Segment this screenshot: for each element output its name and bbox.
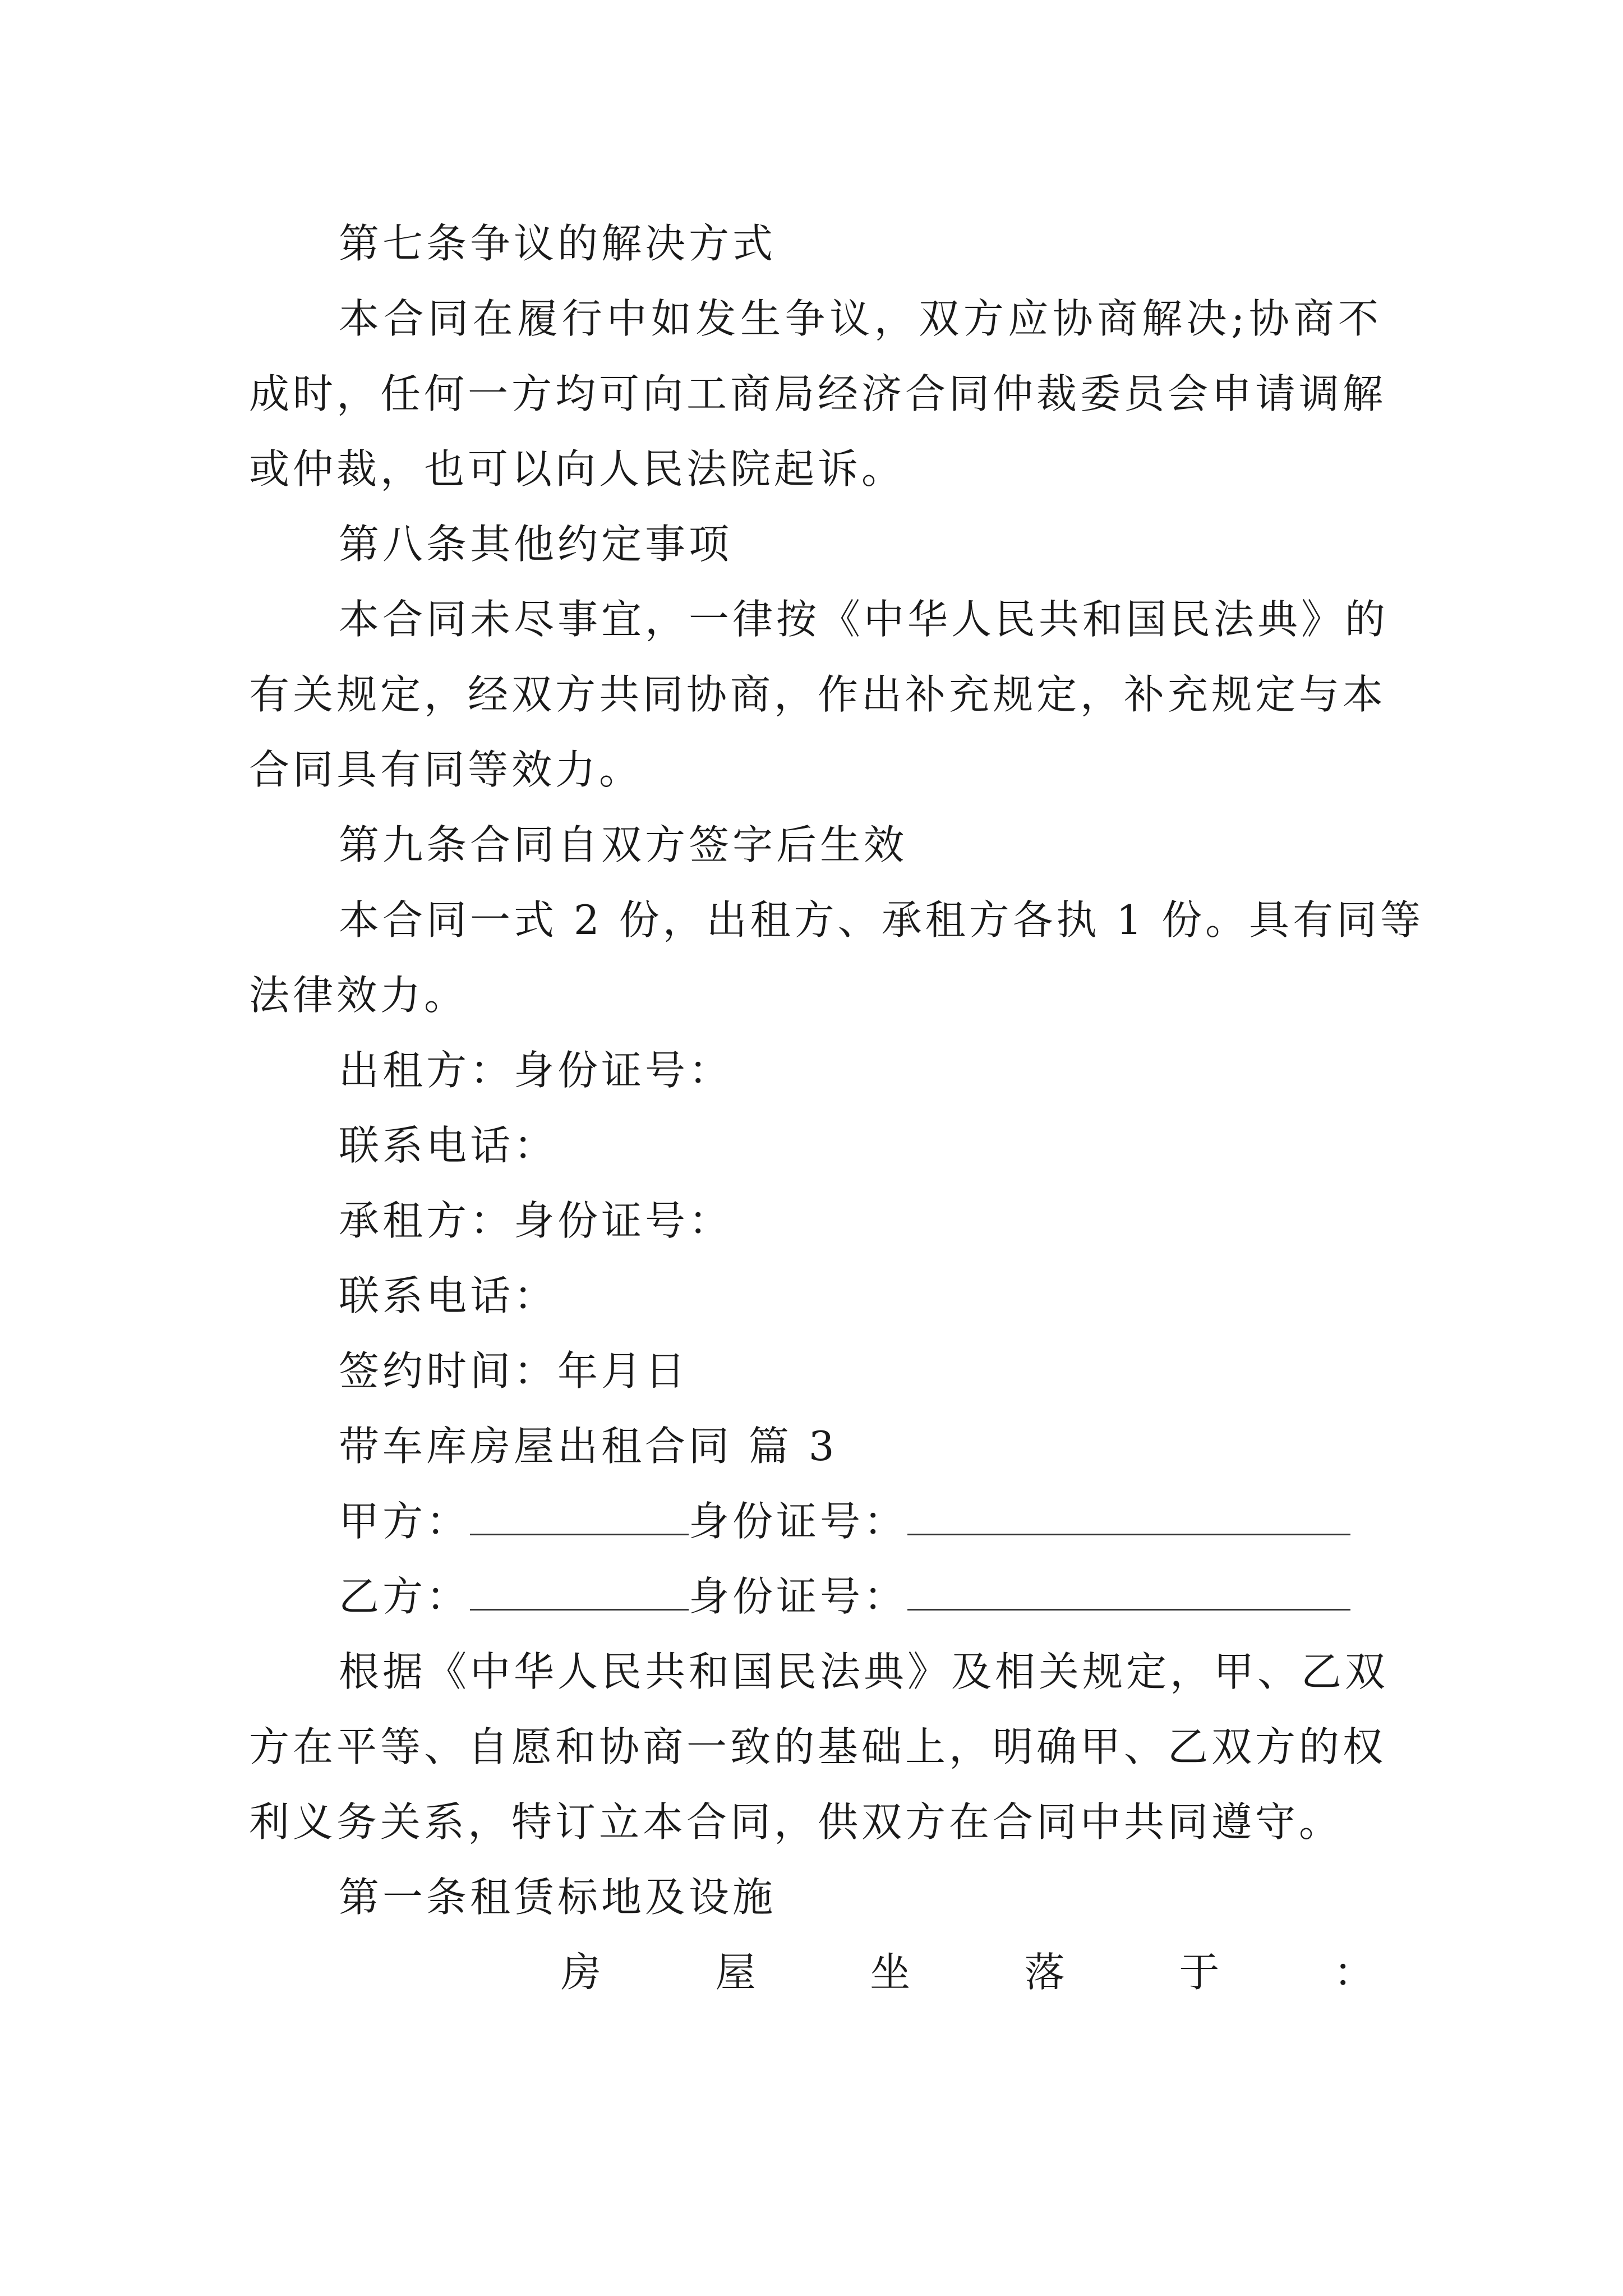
- paragraph-line: 本合同在履行中如发生争议，双方应协商解决;协商不: [339, 295, 1382, 342]
- paragraph-line: 根据《中华人民共和国民法典》及相关规定，甲、乙双: [339, 1648, 1389, 1695]
- section-heading-1: 第一条租赁标地及设施: [339, 1874, 777, 1921]
- spread-char: 房: [561, 1949, 602, 1996]
- paragraph-line: 本合同未尽事宜，一律按《中华人民共和国民法典》的: [339, 596, 1389, 643]
- property-location-line: [561, 1945, 1374, 1999]
- paragraph-line: 合同具有同等效力。: [249, 746, 643, 793]
- spread-char: ：: [1333, 1949, 1374, 1996]
- contract-title-part-3: 带车库房屋出租合同 篇 3: [339, 1423, 838, 1470]
- party-b-line: [339, 1570, 1382, 1623]
- spread-char: 落: [1024, 1949, 1065, 1996]
- section-heading-7: 第七条争议的解决方式: [339, 220, 777, 267]
- party-a-id-blank: [907, 1500, 1350, 1535]
- spread-char: 屋: [715, 1949, 756, 1996]
- paragraph-line: 本合同一式 2 份，出租方、承租方各执 1 份。具有同等: [339, 896, 1424, 944]
- paragraph-line: 或仲裁，也可以向人民法院起诉。: [249, 445, 906, 493]
- paragraph-line: 利义务关系，特订立本合同，供双方在合同中共同遵守。: [249, 1798, 1343, 1846]
- party-b-id-blank: [907, 1575, 1350, 1611]
- party-b-label: 乙方：: [339, 1573, 471, 1620]
- section-heading-8: 第八条其他约定事项: [339, 521, 733, 568]
- party-b-name-blank: [470, 1575, 689, 1611]
- party-b-id-label: 身份证号：: [689, 1573, 908, 1620]
- lessor-phone-line: 联系电话：: [339, 1122, 558, 1169]
- lessee-id-line: 承租方：身份证号：: [339, 1197, 733, 1244]
- paragraph-line: 方在平等、自愿和协商一致的基础上，明确甲、乙双方的权: [249, 1723, 1387, 1770]
- spread-char: 于: [1179, 1949, 1220, 1996]
- party-a-label: 甲方：: [339, 1498, 471, 1545]
- paragraph-line: 成时，任何一方均可向工商局经济合同仲裁委员会申请调解: [249, 370, 1387, 417]
- paragraph-line: 法律效力。: [249, 972, 468, 1019]
- paragraph-line: 有关规定，经双方共同协商，作出补充规定，补充规定与本: [249, 671, 1387, 718]
- signing-date-line: 签约时间：年月日: [339, 1347, 689, 1395]
- section-heading-9: 第九条合同自双方签字后生效: [339, 821, 908, 868]
- party-a-id-label: 身份证号：: [689, 1498, 908, 1545]
- party-a-name-blank: [470, 1500, 689, 1535]
- spread-char: 坐: [870, 1949, 911, 1996]
- lessor-id-line: 出租方：身份证号：: [339, 1047, 733, 1094]
- party-a-line: [339, 1494, 1382, 1548]
- lessee-phone-line: 联系电话：: [339, 1272, 558, 1319]
